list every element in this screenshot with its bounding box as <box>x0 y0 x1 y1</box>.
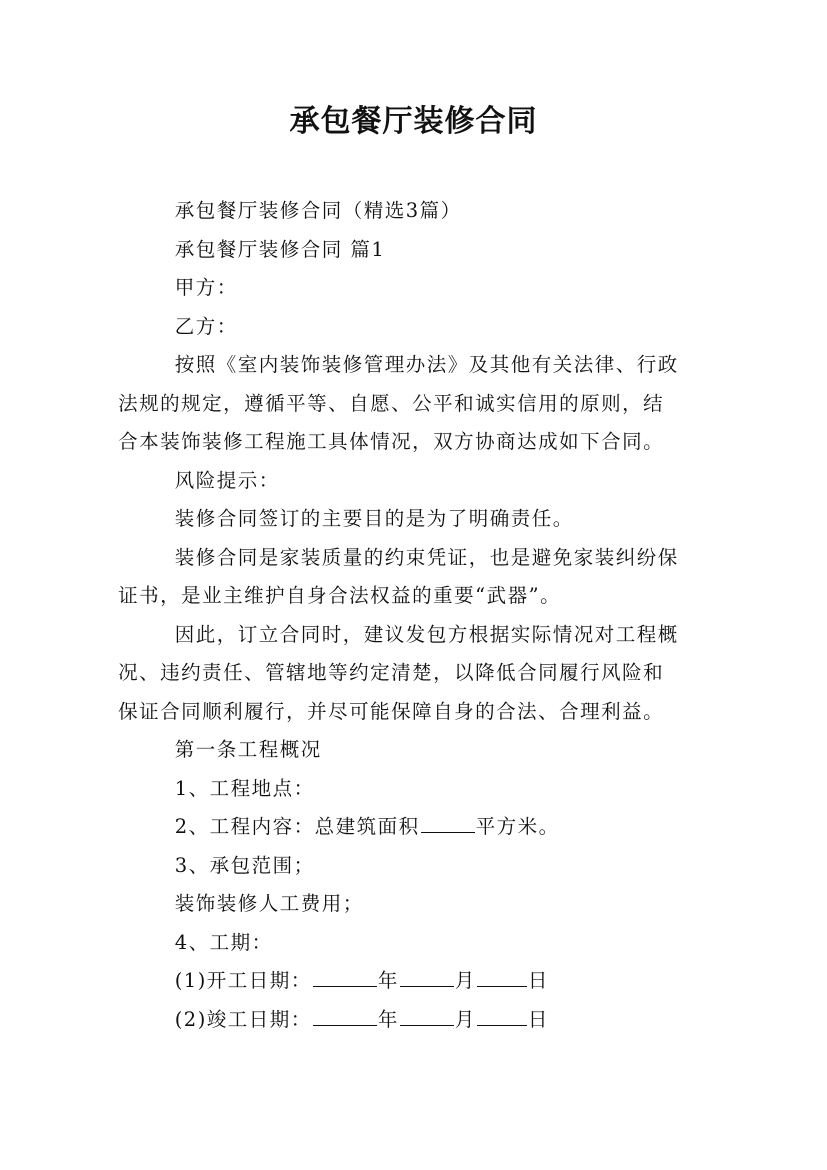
paragraph-risk-2 <box>118 539 720 616</box>
paragraph-party-b: 乙方： <box>174 314 238 338</box>
end-year-label: 年 <box>377 1007 399 1031</box>
paragraph-risk-1: 装修合同签订的主要目的是为了明确责任。 <box>174 507 574 530</box>
paragraph-scope: 3、承包范围； <box>174 853 315 877</box>
content-label: 2、工程内容：总建筑面积 <box>174 815 420 838</box>
paragraph-article-1: 第一条工程概况 <box>174 738 322 761</box>
paragraph-content <box>124 808 720 847</box>
paragraph-section-heading: 承包餐厅装修合同 篇1 <box>174 237 386 261</box>
document-body <box>118 192 720 1039</box>
end-date-label: (2)竣工日期： <box>174 1007 312 1031</box>
preamble-line-3: 合本装饰装修工程施工具体情况，双方协商达成如下合同。 <box>118 430 665 453</box>
paragraph-party-a: 甲方： <box>174 276 238 299</box>
document-title: 承包餐厅装修合同 <box>289 104 538 139</box>
preamble-line-1: 按照《室内装饰装修管理办法》及其他有关法律、行政 <box>174 353 679 376</box>
paragraph-location: 1、工程地点： <box>174 776 315 800</box>
start-day-blank <box>477 985 527 987</box>
paragraph-start-date <box>124 962 720 1001</box>
risk-2-line-2: 证书，是业主维护自身合法权益的重要“武器”。 <box>118 584 562 607</box>
start-day-label: 日 <box>527 969 549 992</box>
risk-3-line-3: 保证合同顺利履行，并尽可能保障自身的合法、合理利益。 <box>118 699 665 723</box>
end-year-blank <box>313 1024 377 1026</box>
end-month-blank <box>400 1024 454 1026</box>
paragraph-risk-heading: 风险提示： <box>174 468 280 492</box>
start-month-label: 月 <box>454 969 476 992</box>
paragraph-subtitle: 承包餐厅装修合同（精选3篇） <box>174 199 462 222</box>
start-date-label: (1)开工日期： <box>174 969 312 992</box>
area-blank <box>421 831 475 833</box>
paragraph-duration: 4、工期： <box>174 930 273 954</box>
risk-2-line-1: 装修合同是家装质量的约束凭证，也是避免家装纠纷保 <box>174 545 679 569</box>
content-unit: 平方米。 <box>475 815 560 838</box>
paragraph-end-date <box>124 1001 720 1040</box>
end-month-label: 月 <box>454 1007 476 1031</box>
start-month-blank <box>400 985 454 987</box>
risk-3-line-2: 况、违约责任、管辖地等约定清楚，以降低合同履行风险和 <box>118 661 665 684</box>
end-day-label: 日 <box>527 1007 549 1031</box>
risk-3-line-1: 因此，订立合同时，建议发包方根据实际情况对工程概 <box>174 622 679 646</box>
paragraph-risk-3 <box>118 616 720 732</box>
paragraph-labor-cost: 装饰装修人工费用； <box>174 892 364 915</box>
preamble-line-2: 法规的规定，遵循平等、自愿、公平和诚实信用的原则，结 <box>118 391 665 415</box>
end-day-blank <box>477 1024 527 1026</box>
start-year-blank <box>313 985 377 987</box>
paragraph-preamble <box>118 346 720 462</box>
start-year-label: 年 <box>377 969 399 992</box>
